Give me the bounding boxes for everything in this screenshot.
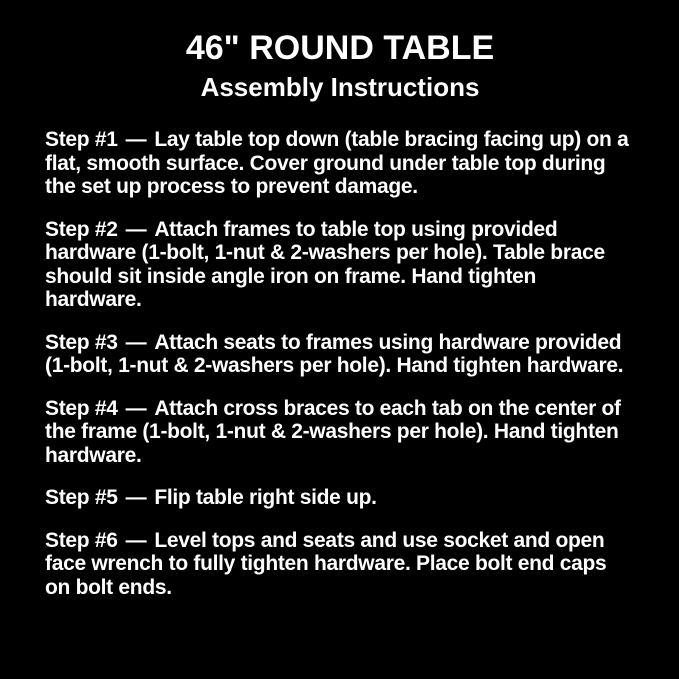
header — [45, 28, 635, 103]
step-1-text: Lay table top down (table bracing facing up) on a flat, smooth surface. Cover ground under table top during the set up process to prevent damage. — [45, 128, 629, 198]
step-6-label: Step #6 — [45, 528, 118, 552]
step-4-text: Attach cross braces to each tab on the center of the frame (1-bolt, 1-nut & 2-washers per hole). Hand tighten hardware. — [45, 396, 621, 467]
step-3-separator: — — [125, 330, 147, 354]
steps-list — [45, 128, 635, 599]
step-6-separator: — — [125, 528, 147, 552]
step-4-label: Step #4 — [45, 396, 118, 420]
step-6-text: Level tops and seats and use socket and open face wrench to fully tighten hardware. Place bolt end caps on bolt ends. — [45, 528, 607, 599]
step-3-text: Attach seats to frames using hardware provided (1-bolt, 1-nut & 2-washers per hole). Hand tighten hardware. — [45, 330, 624, 377]
step-6 — [45, 529, 635, 600]
step-5 — [45, 486, 635, 510]
page-subtitle: Assembly Instructions — [200, 72, 480, 102]
step-1-label: Step #1 — [45, 128, 118, 151]
step-5-label: Step #5 — [45, 486, 118, 509]
step-2-text: Attach frames to table top using provided hardware (1-bolt, 1-nut & 2-washers per hole). Table brace should sit inside angle iron on frame. Hand tighten hardware. — [45, 217, 605, 311]
step-2-label: Step #2 — [45, 217, 118, 241]
step-1-separator: — — [125, 128, 147, 151]
page-title: 46" ROUND TABLE — [185, 29, 495, 67]
step-1 — [45, 128, 635, 199]
step-3-label: Step #3 — [45, 330, 118, 354]
step-5-text: Flip table right side up. — [154, 486, 377, 509]
step-3 — [45, 331, 635, 378]
step-2 — [45, 218, 635, 312]
step-2-separator: — — [125, 217, 147, 241]
step-5-separator: — — [125, 486, 147, 509]
step-4-separator: — — [125, 396, 147, 420]
step-4 — [45, 397, 635, 468]
